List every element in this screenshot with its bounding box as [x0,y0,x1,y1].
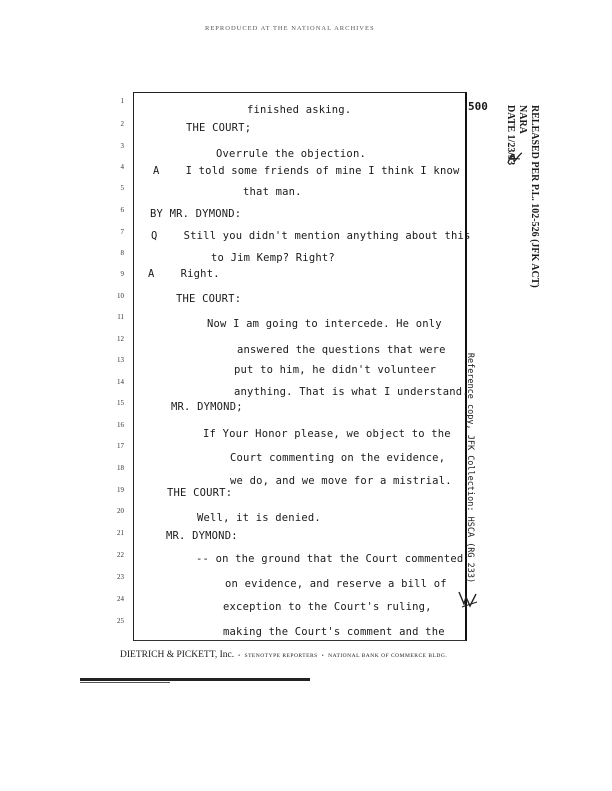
line-number: 6 [120,206,124,214]
line-number: 2 [120,120,124,128]
line-number: 19 [117,486,124,494]
line-number: 13 [117,356,124,364]
footer-reporters: STENOTYPE REPORTERS [244,653,318,659]
scan-edge-line [80,682,170,683]
transcript-line: -- on the ground that the Court commented [196,553,464,565]
line-number: 3 [120,142,124,150]
line-number: 9 [120,270,124,278]
transcript-line: that man. [243,186,302,198]
line-number: 5 [120,184,124,192]
transcript-line: to Jim Kemp? Right? [211,252,335,264]
release-stamp-line: RELEASED PER P.L. 102-526 (JFK ACT) [529,105,540,288]
line-number: 11 [117,313,124,321]
page-number: 500 [468,100,488,113]
line-number: 1 [120,97,124,105]
release-stamp-line: NARA [517,105,528,134]
archives-header-stamp: REPRODUCED AT THE NATIONAL ARCHIVES [205,25,375,32]
line-number: 4 [120,163,124,171]
transcript-line: anything. That is what I understand. [234,386,469,398]
speaker-label: THE COURT; [186,122,252,134]
line-number: 22 [117,551,124,559]
line-number: 25 [117,617,124,625]
line-number: 12 [117,335,124,343]
transcript-line: on evidence, and reserve a bill of [225,578,447,590]
footer-separator: • [238,653,241,659]
transcript-line: we do, and we move for a mistrial. [230,475,452,487]
transcript-line: making the Court's comment and the [223,626,445,638]
line-number: 21 [117,529,124,537]
line-number: 7 [120,228,124,236]
handwritten-initials [505,148,525,168]
footer-address: NATIONAL BANK OF COMMERCE BLDG. [328,653,448,659]
transcript-line: Court commenting on the evidence, [230,452,446,464]
transcript-line: finished asking. [247,104,352,116]
line-number: 20 [117,507,124,515]
line-number: 24 [117,595,124,603]
speaker-label: BY MR. DYMOND: [150,208,242,220]
line-number: 15 [117,399,124,407]
transcript-line: exception to the Court's ruling, [223,601,432,613]
speaker-label: THE COURT: [167,487,233,499]
footer-separator: • [321,653,325,659]
transcript-line: Overrule the objection. [216,148,366,160]
line-number: 17 [117,442,124,450]
line-number: 14 [117,378,124,386]
release-stamp-line: DATE 1/23/93 [505,105,516,166]
line-number: 23 [117,573,124,581]
answer-line: A I told some friends of mine I think I know [153,165,460,177]
transcript-line: If Your Honor please, we object to the [203,428,451,440]
transcript-line: Now I am going to intercede. He only [207,318,442,330]
speaker-label: THE COURT: [176,293,242,305]
speaker-label: MR. DYMOND: [166,530,238,542]
reporter-firm: DIETRICH & PICKETT, Inc. [120,650,235,660]
handwritten-margin-mark [456,588,480,610]
reference-copy-label: Reference copy, JFK Collection: HSCA (RG 233) [465,352,475,584]
transcript-line: answered the questions that were [237,344,446,356]
transcript-line: put to him, he didn't volunteer [234,364,437,376]
reporter-footer [120,650,447,660]
question-line: Q Still you didn't mention anything about this [151,230,471,242]
line-number: 8 [120,249,124,257]
release-stamp [480,105,540,305]
speaker-label: MR. DYMOND; [171,401,243,413]
answer-line: A Right. [148,268,220,280]
scan-edge-line [80,678,310,681]
line-number: 16 [117,421,124,429]
transcript-line: Well, it is denied. [197,512,321,524]
line-number: 18 [117,464,124,472]
line-number: 10 [117,292,124,300]
